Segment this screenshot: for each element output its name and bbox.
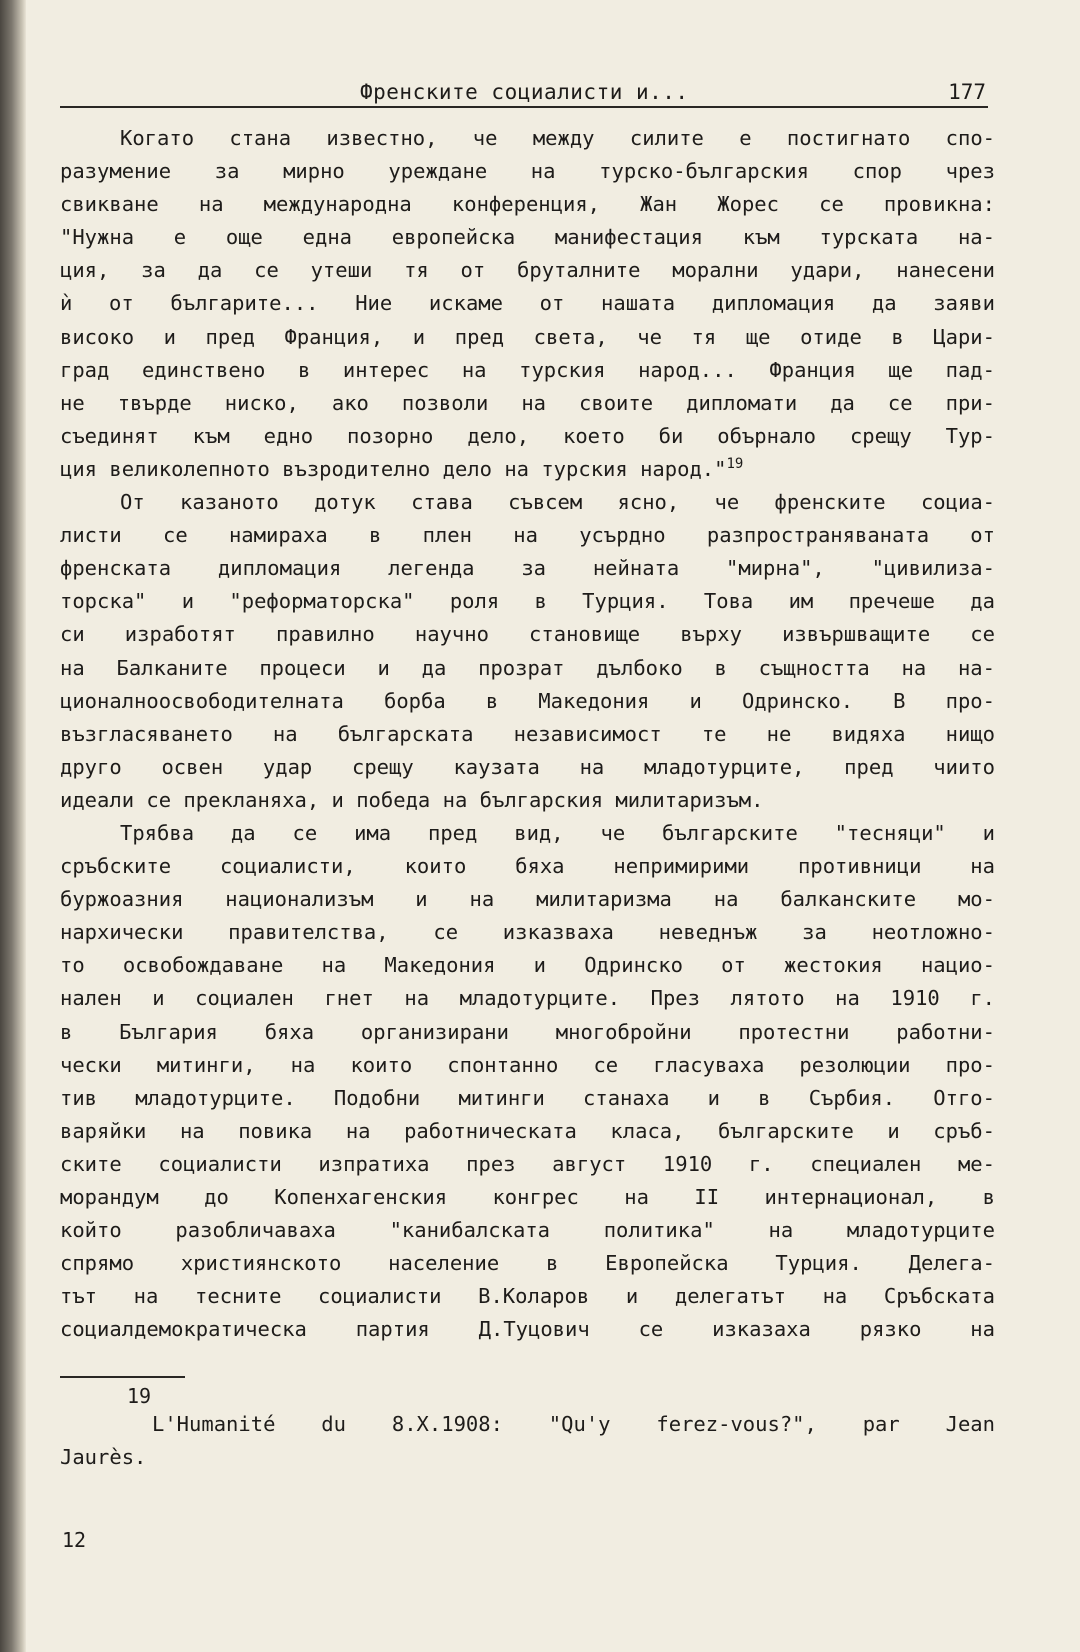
text-line: идеали се прекланяха, и победа на българския милитаризъм. xyxy=(60,787,764,812)
text-line: високо и пред Франция, и пред света, че тя ще отиде в Цари- xyxy=(60,324,995,349)
text-line: социалдемократическа партия Д.Туцович се изказаха рязко на xyxy=(60,1317,995,1342)
text-line: разумение за мирно уреждане на турско-българския спор чрез xyxy=(60,159,995,184)
text-line: листи се намираха в плен на усърдно разпространяваната от xyxy=(60,523,995,548)
text-line: съединят към едно позорно дело, което би обърнало срещу Тур- xyxy=(60,423,995,448)
text-line: нархически правителства, се изказваха неведнъж за неотложно- xyxy=(60,920,995,945)
book-page xyxy=(60,70,1000,1474)
text-line xyxy=(60,453,995,486)
text-line: град единствено в интерес на турския народ... Франция ще пад- xyxy=(60,357,995,382)
text-line: свикване на международна конференция, Жан Жорес се провикна: xyxy=(60,192,995,217)
text-line: чески митинги, на които спонтанно се гласуваха резолюции про- xyxy=(60,1052,995,1077)
text-line: "Нужна е още една европейска манифестация към турската на- xyxy=(60,225,995,250)
text-line-content: ция великолепното възродително дело на турския народ." xyxy=(60,456,727,481)
footnote-number: 19 xyxy=(127,1384,152,1409)
text-line: буржоазния национализъм и на милитаризма на балканските мо- xyxy=(60,887,995,912)
text-line: който разобличаваха "канибалската политика" на младотурците xyxy=(60,1218,995,1243)
text-line: си изработят правилно научно становище върху извършващите се xyxy=(60,622,995,647)
text-line: варяйки на повика на работническата класа, българските и сръб- xyxy=(60,1118,995,1143)
footnote-divider xyxy=(60,1376,185,1378)
footnote-reference[interactable]: 19 xyxy=(726,456,744,473)
text-line: тът на тесните социалисти В.Коларов и делегатът на Сръбската xyxy=(60,1284,995,1309)
page-number: 177 xyxy=(948,80,986,104)
text-line: Когато стана известно, че между силите е постигнато спо- xyxy=(120,126,995,150)
text-line: спрямо християнското население в Европейска Турция. Делега- xyxy=(60,1251,995,1276)
text-line: не твърде ниско, ако позволи на своите дипломати да се при- xyxy=(60,390,995,415)
running-title: Френските социалисти и... xyxy=(360,80,689,104)
text-line: ционалноосвободителната борба в Македония и Одринско. В про- xyxy=(60,688,995,713)
text-line: в България бяха организирани многобройни протестни работни- xyxy=(60,1019,995,1044)
text-line: ѝ от българите... Ние искаме от нашата дипломация да заяви xyxy=(60,291,995,316)
text-line: ция, за да се утеши тя от бруталните морални удари, нанесени xyxy=(60,258,995,283)
text-line: От казаното дотук става съвсем ясно, че френските социа- xyxy=(120,490,995,515)
footnote-text: L'Humanité du 8.X.1908: "Qu'y ferez-vous?", par Jean xyxy=(152,1412,995,1437)
text-line: то освобождаване на Македония и Одринско от жестокия нацио- xyxy=(60,953,995,978)
printer-signature: 12 xyxy=(62,1528,87,1552)
text-line: торска" и "реформаторска" роля в Турция. Това им пречеше да xyxy=(60,589,995,614)
text-line: нален и социален гнет на младотурците. През лятото на 1910 г. xyxy=(60,986,995,1011)
text-line: френската дипломация легенда за нейната "мирна", "цивилиза- xyxy=(60,556,995,581)
page-header xyxy=(60,70,988,108)
text-line: Трябва да се има пред вид, че българските "тесняци" и xyxy=(120,820,995,845)
text-line: тив младотурците. Подобни митинги станаха и в Сърбия. Отго- xyxy=(60,1085,995,1110)
text-line: ските социалисти изпратиха през август 1910 г. специален ме- xyxy=(60,1151,995,1176)
text-line: сръбските социалисти, които бяха непримирими противници на xyxy=(60,854,995,879)
footnote-text-continuation: Jaurès. xyxy=(60,1445,147,1470)
text-line: морандум до Копенхагенския конгрес на II интернационал, в xyxy=(60,1185,995,1209)
text-line: възгласяването на българската независимост те не видяха нищо xyxy=(60,721,995,746)
book-spine-shadow xyxy=(0,0,26,1652)
text-line: друго освен удар срещу каузата на младотурците, пред чиито xyxy=(60,754,995,779)
text-line: на Балканите процеси и да прозрат дълбоко в същността на на- xyxy=(60,655,995,680)
body-text xyxy=(60,122,1000,1346)
